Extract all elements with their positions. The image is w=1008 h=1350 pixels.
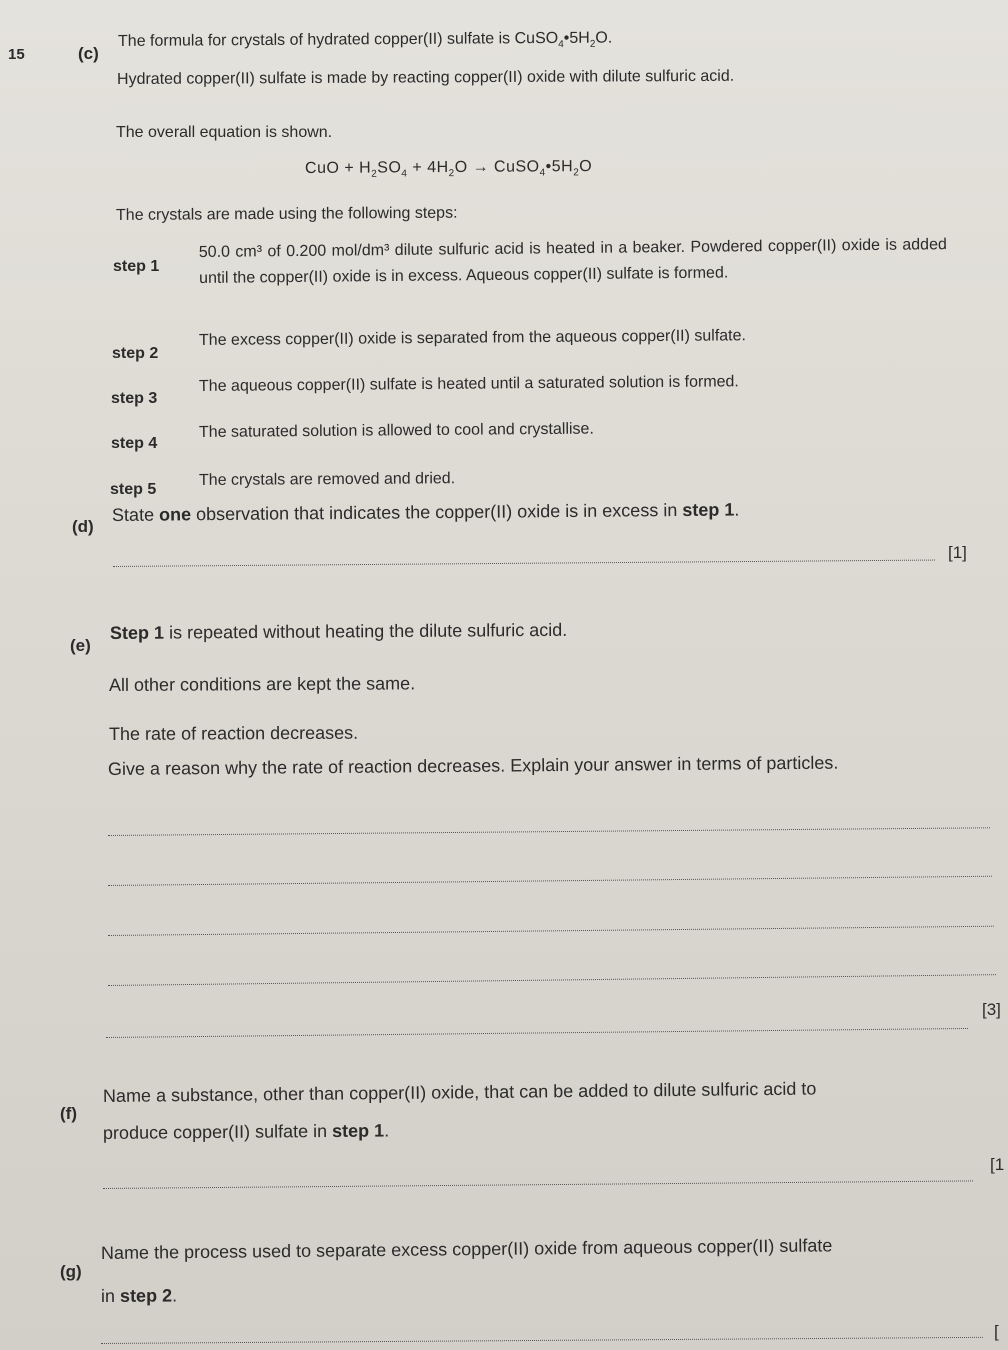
part-f-answer-line[interactable] bbox=[103, 1180, 973, 1189]
part-c-equation-intro: The overall equation is shown. bbox=[116, 124, 333, 141]
part-f-line-2: produce copper(II) sulfate in step 1. bbox=[102, 1120, 390, 1143]
part-d-question: State one observation that indicates the copper(II) oxide is in excess in step 1. bbox=[111, 499, 740, 525]
part-e-answer-line-2[interactable] bbox=[108, 876, 992, 886]
step-5-label: step 5 bbox=[110, 481, 157, 498]
step-5-text: The crystals are removed and dried. bbox=[198, 470, 456, 489]
part-c-label: (c) bbox=[78, 44, 99, 63]
part-g-label: (g) bbox=[60, 1262, 82, 1281]
part-g-answer-line[interactable] bbox=[101, 1337, 983, 1344]
part-c-formula-sentence: The formula for crystals of hydrated copper(II) sulfate is $CuSO_4•5H_2O$. bbox=[117, 29, 613, 51]
part-g-line-1: Name the process used to separate excess copper(II) oxide from aqueous copper(II) sulfate bbox=[100, 1235, 833, 1263]
part-d-label: (d) bbox=[72, 517, 94, 536]
part-e-question: Give a reason why the rate of reaction decreases. Explain your answer in terms of particles. bbox=[107, 752, 839, 779]
part-g-line-2: in step 2. bbox=[100, 1285, 178, 1306]
step-1-text: 50.0 cm³ of 0.200 mol/dm³ dilute sulfuric acid is heated in a beaker. Powdered copper(II) oxide is added until the copper(II) oxide is in excess. Aqueous copper(II) sulfate is formed. bbox=[198, 236, 947, 287]
step-3-text: The aqueous copper(II) sulfate is heated until a saturated solution is formed. bbox=[198, 373, 739, 395]
part-g-marks: [ bbox=[994, 1322, 999, 1341]
part-c-steps-intro: The crystals are made using the following steps: bbox=[115, 204, 458, 224]
step-4-text: The saturated solution is allowed to cool and crystallise. bbox=[198, 420, 594, 441]
part-d-answer-line[interactable] bbox=[113, 560, 935, 567]
step-1-label: step 1 bbox=[113, 258, 160, 275]
part-e-answer-line-5[interactable] bbox=[106, 1028, 968, 1038]
step-3-label: step 3 bbox=[111, 390, 158, 407]
part-e-line-3: The rate of reaction decreases. bbox=[108, 722, 359, 744]
part-e-marks: [3] bbox=[982, 1000, 1001, 1019]
part-e-answer-line-1[interactable] bbox=[108, 827, 990, 836]
part-f-marks: [1 bbox=[990, 1155, 1005, 1174]
part-e-answer-line-4[interactable] bbox=[108, 974, 996, 986]
step-2-label: step 2 bbox=[112, 345, 159, 362]
part-d-marks: [1] bbox=[948, 543, 967, 562]
step-4-label: step 4 bbox=[111, 435, 158, 452]
step-2-text: The excess copper(II) oxide is separated from the aqueous copper(II) sulfate. bbox=[198, 327, 747, 349]
part-e-answer-line-3[interactable] bbox=[108, 926, 994, 936]
part-e-line-1: Step 1 is repeated without heating the dilute sulfuric acid. bbox=[109, 619, 568, 643]
part-e-label: (e) bbox=[70, 636, 91, 655]
question-number: 15 bbox=[8, 46, 25, 63]
part-f-line-1: Name a substance, other than copper(II) oxide, that can be added to dilute sulfuric acid to bbox=[102, 1078, 817, 1106]
part-f-label: (f) bbox=[60, 1104, 77, 1123]
part-c-method-sentence: Hydrated copper(II) sulfate is made by reacting copper(II) oxide with dilute sulfuric acid. bbox=[116, 67, 735, 88]
overall-equation: CuO + $H_2SO_4 + 4H_2O$ → $CuSO_4•5H_2O$ bbox=[304, 157, 593, 180]
part-e-line-2: All other conditions are kept the same. bbox=[108, 673, 416, 695]
